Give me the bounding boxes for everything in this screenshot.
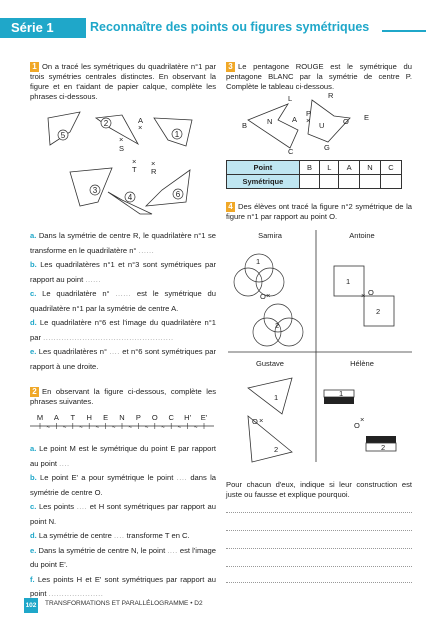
svg-text:×: × (360, 415, 365, 424)
answer-line[interactable] (226, 548, 412, 549)
svg-text:×: × (361, 291, 366, 300)
table-row (227, 175, 402, 189)
helene-label-2: 2 (381, 443, 386, 452)
axis-letter: E (103, 413, 109, 422)
answer-cell[interactable] (339, 175, 359, 189)
svg-text:×: × (266, 291, 271, 300)
blank[interactable]: ...... (115, 289, 132, 298)
axis-equal-mark: ~ (95, 425, 100, 431)
ex2-number: 2 (30, 387, 39, 397)
ex1-question-c: c. Le quadrilatère n° ...... est le symétrique du quadrilatère n°1 par la symétrie de centre A. (30, 289, 216, 313)
student-helene: Hélène (350, 359, 374, 368)
blank[interactable]: .... (176, 473, 188, 482)
antoine-label-1: 1 (346, 277, 351, 286)
axis-letter: O (151, 413, 158, 422)
table-row (227, 161, 402, 175)
point-label-n: N (267, 117, 273, 126)
blank[interactable]: .... (59, 458, 70, 468)
antoine-label-o: O (368, 288, 374, 297)
ex3-intro-text: Le pentagone ROUGE est le symétrique du pentagone BLANC par la symétrie de centre P. Complète le tableau ci-dessous. (226, 62, 412, 91)
ex4-intro (226, 202, 412, 222)
axis-letter: A (53, 413, 59, 422)
axis-letter: T (70, 413, 76, 422)
shape-label-5: 5 (60, 131, 66, 140)
student-samira: Samira (258, 231, 282, 240)
svg-text:×: × (259, 416, 264, 425)
blank[interactable]: .... (114, 531, 125, 540)
svg-text:×: × (151, 159, 156, 168)
ex1-figure (30, 110, 220, 222)
answer-cell[interactable] (359, 175, 380, 189)
axis-letter: N (119, 413, 125, 422)
answer-cell[interactable] (320, 175, 339, 189)
answer-cell[interactable] (380, 175, 401, 189)
point-label-o: O (343, 117, 349, 126)
table-head-point: Point (227, 161, 300, 175)
axis-equal-mark: ~ (177, 425, 182, 431)
point-label-u: U (319, 121, 325, 130)
student-gustave: Gustave (256, 359, 284, 368)
axis-equal-mark: ~ (62, 425, 67, 431)
axis-letter: H' (184, 413, 192, 422)
point-label-c: C (288, 147, 294, 154)
ex2-axis-figure (30, 412, 216, 432)
ex1-intro-text: On a tracé les symétriques du quadrilatère n°1 par trois symétries centrales distinctes. En observant la figure et en t'aidant de papier calque, complète les phrases ci-dessous. (30, 62, 216, 101)
blank[interactable]: ...... (85, 274, 101, 284)
title-rule (382, 30, 426, 32)
ex1-number: 1 (30, 62, 39, 72)
axis-letter: P (135, 413, 141, 422)
point-label-r: R (151, 167, 157, 176)
point-label-p: P (306, 109, 312, 118)
point-label-r2: R (328, 91, 334, 100)
ex3-number: 3 (226, 62, 235, 72)
point-label-s: S (119, 144, 125, 153)
axis-equal-mark: ~ (46, 425, 50, 431)
ex1-question-e: e. Les quadrilatères n° .... et n°6 sont symétriques par rapport à une droite. (30, 347, 216, 371)
gustave-label-o: O (252, 417, 258, 426)
point-label-a2: A (292, 115, 298, 124)
blank[interactable]: ..................... (48, 589, 104, 598)
student-antoine: Antoine (349, 231, 375, 240)
axis-letter: H (86, 413, 92, 422)
pentagon-blanc (248, 104, 298, 148)
table-cell: N (359, 161, 380, 175)
table-cell: A (339, 161, 359, 175)
point-label-b: B (242, 121, 248, 130)
point-label-t: T (132, 165, 137, 174)
answer-line[interactable] (226, 530, 412, 531)
ex4-question: Pour chacun d'eux, indique si leur construction est juste ou fausse et explique pourquoi. (226, 480, 412, 499)
point-label-e: E (364, 113, 370, 122)
svg-text:×: × (132, 157, 137, 166)
ex3-figure (240, 90, 370, 154)
table-cell: L (320, 161, 339, 175)
page-title: Reconnaître des points ou figures symétriques (90, 20, 370, 34)
axis-letter: E' (200, 413, 208, 422)
serie-label: Série 1 (11, 20, 54, 35)
answer-line[interactable] (226, 566, 412, 567)
shape-label-4: 4 (127, 193, 133, 202)
ex2-question-c: c. Les points .... et H sont symétriques par rapport au point N. (30, 502, 216, 526)
point-label-g: G (324, 143, 330, 152)
ex2-question-a: a. Le point M est le symétrique du point E par rapport au point .... (30, 444, 216, 468)
svg-text:×: × (119, 135, 124, 144)
axis-equal-mark: ~ (161, 425, 165, 431)
samira-label-2: 2 (275, 321, 280, 330)
blank[interactable]: .... (76, 502, 88, 511)
ex4-number: 4 (226, 202, 235, 212)
footer-text: TRANSFORMATIONS ET PARALLÉLOGRAMME • D2 (45, 600, 203, 607)
point-label-l: L (288, 94, 293, 103)
axis-equal-mark: ~ (112, 425, 116, 431)
ex4-intro-text: Des élèves ont tracé la figure n°2 symétrique de la figure n°1 par rapport au point O. (226, 202, 412, 221)
ex1-question-d: d. Le quadrilatère n°6 est l'image du quadrilatère n°1 par .................................................. (30, 318, 216, 342)
point-label-a: A (138, 116, 144, 125)
axis-letter: M (36, 413, 44, 422)
table-cell: C (380, 161, 401, 175)
ex1-question-b: b. Les quadrilatères n°1 et n°3 sont symétriques par rapport au point ...... (30, 260, 216, 284)
ex2-question-b: b. Le point E' a pour symétrique le point .... dans la symétrie de centre O. (30, 473, 216, 497)
blank[interactable]: .... (167, 545, 178, 555)
samira-label-o: O (260, 292, 266, 301)
ex4-figures (226, 226, 416, 470)
gustave-label-2: 2 (274, 445, 279, 454)
shape-label-6: 6 (175, 190, 181, 199)
page-number: 102 (24, 598, 38, 613)
ex2-intro (30, 387, 216, 407)
shape-label-3: 3 (92, 186, 98, 195)
axis-equal-mark: ~ (79, 425, 83, 431)
helene-label-1: 1 (339, 389, 344, 398)
blank[interactable]: ...... (138, 245, 155, 255)
ex2-intro-text: En observant la figure ci-dessous, complète les phrases suivantes. (30, 387, 216, 406)
table-head-symetrique: Symétrique (227, 175, 300, 189)
blank[interactable]: .... (109, 347, 120, 356)
axis-equal-mark: ~ (194, 425, 198, 431)
svg-text:×: × (138, 123, 143, 132)
axis-letter: C (168, 413, 174, 422)
serie-tab (0, 18, 86, 38)
shape-label-1: 1 (174, 130, 180, 139)
samira-label-1: 1 (256, 257, 261, 266)
ex3-table (226, 160, 402, 189)
ex2-question-d: d. La symétrie de centre .... transforme T en C. (30, 531, 190, 540)
ex2-questions (30, 442, 216, 602)
ex1-question-a: a. Dans la symétrie de centre R, le quadrilatère n°1 se transforme en le quadrilatère n° ...... (30, 231, 216, 255)
ex1-intro (30, 62, 216, 102)
ex3-intro (226, 62, 412, 92)
answer-line[interactable] (226, 512, 412, 513)
ex2-question-f: f. Les points H et E' sont symétriques par rapport au point ..................... (30, 574, 216, 598)
shape-label-2: 2 (103, 119, 109, 128)
helene-label-o: O (354, 421, 360, 430)
answer-cell[interactable] (299, 175, 319, 189)
ex2-question-e: e. Dans la symétrie de centre N, le point .... est l'image du point E'. (30, 545, 216, 569)
antoine-label-2: 2 (376, 307, 381, 316)
blank[interactable]: .................................................. (43, 332, 174, 342)
answer-line[interactable] (226, 582, 412, 583)
samira-sketch (234, 254, 303, 346)
gustave-label-1: 1 (274, 393, 279, 402)
table-cell: B (299, 161, 319, 175)
svg-text:×: × (306, 116, 311, 125)
axis-equal-mark: ~ (128, 425, 132, 431)
axis-equal-mark: ~ (144, 425, 149, 431)
ex1-questions (30, 229, 216, 374)
